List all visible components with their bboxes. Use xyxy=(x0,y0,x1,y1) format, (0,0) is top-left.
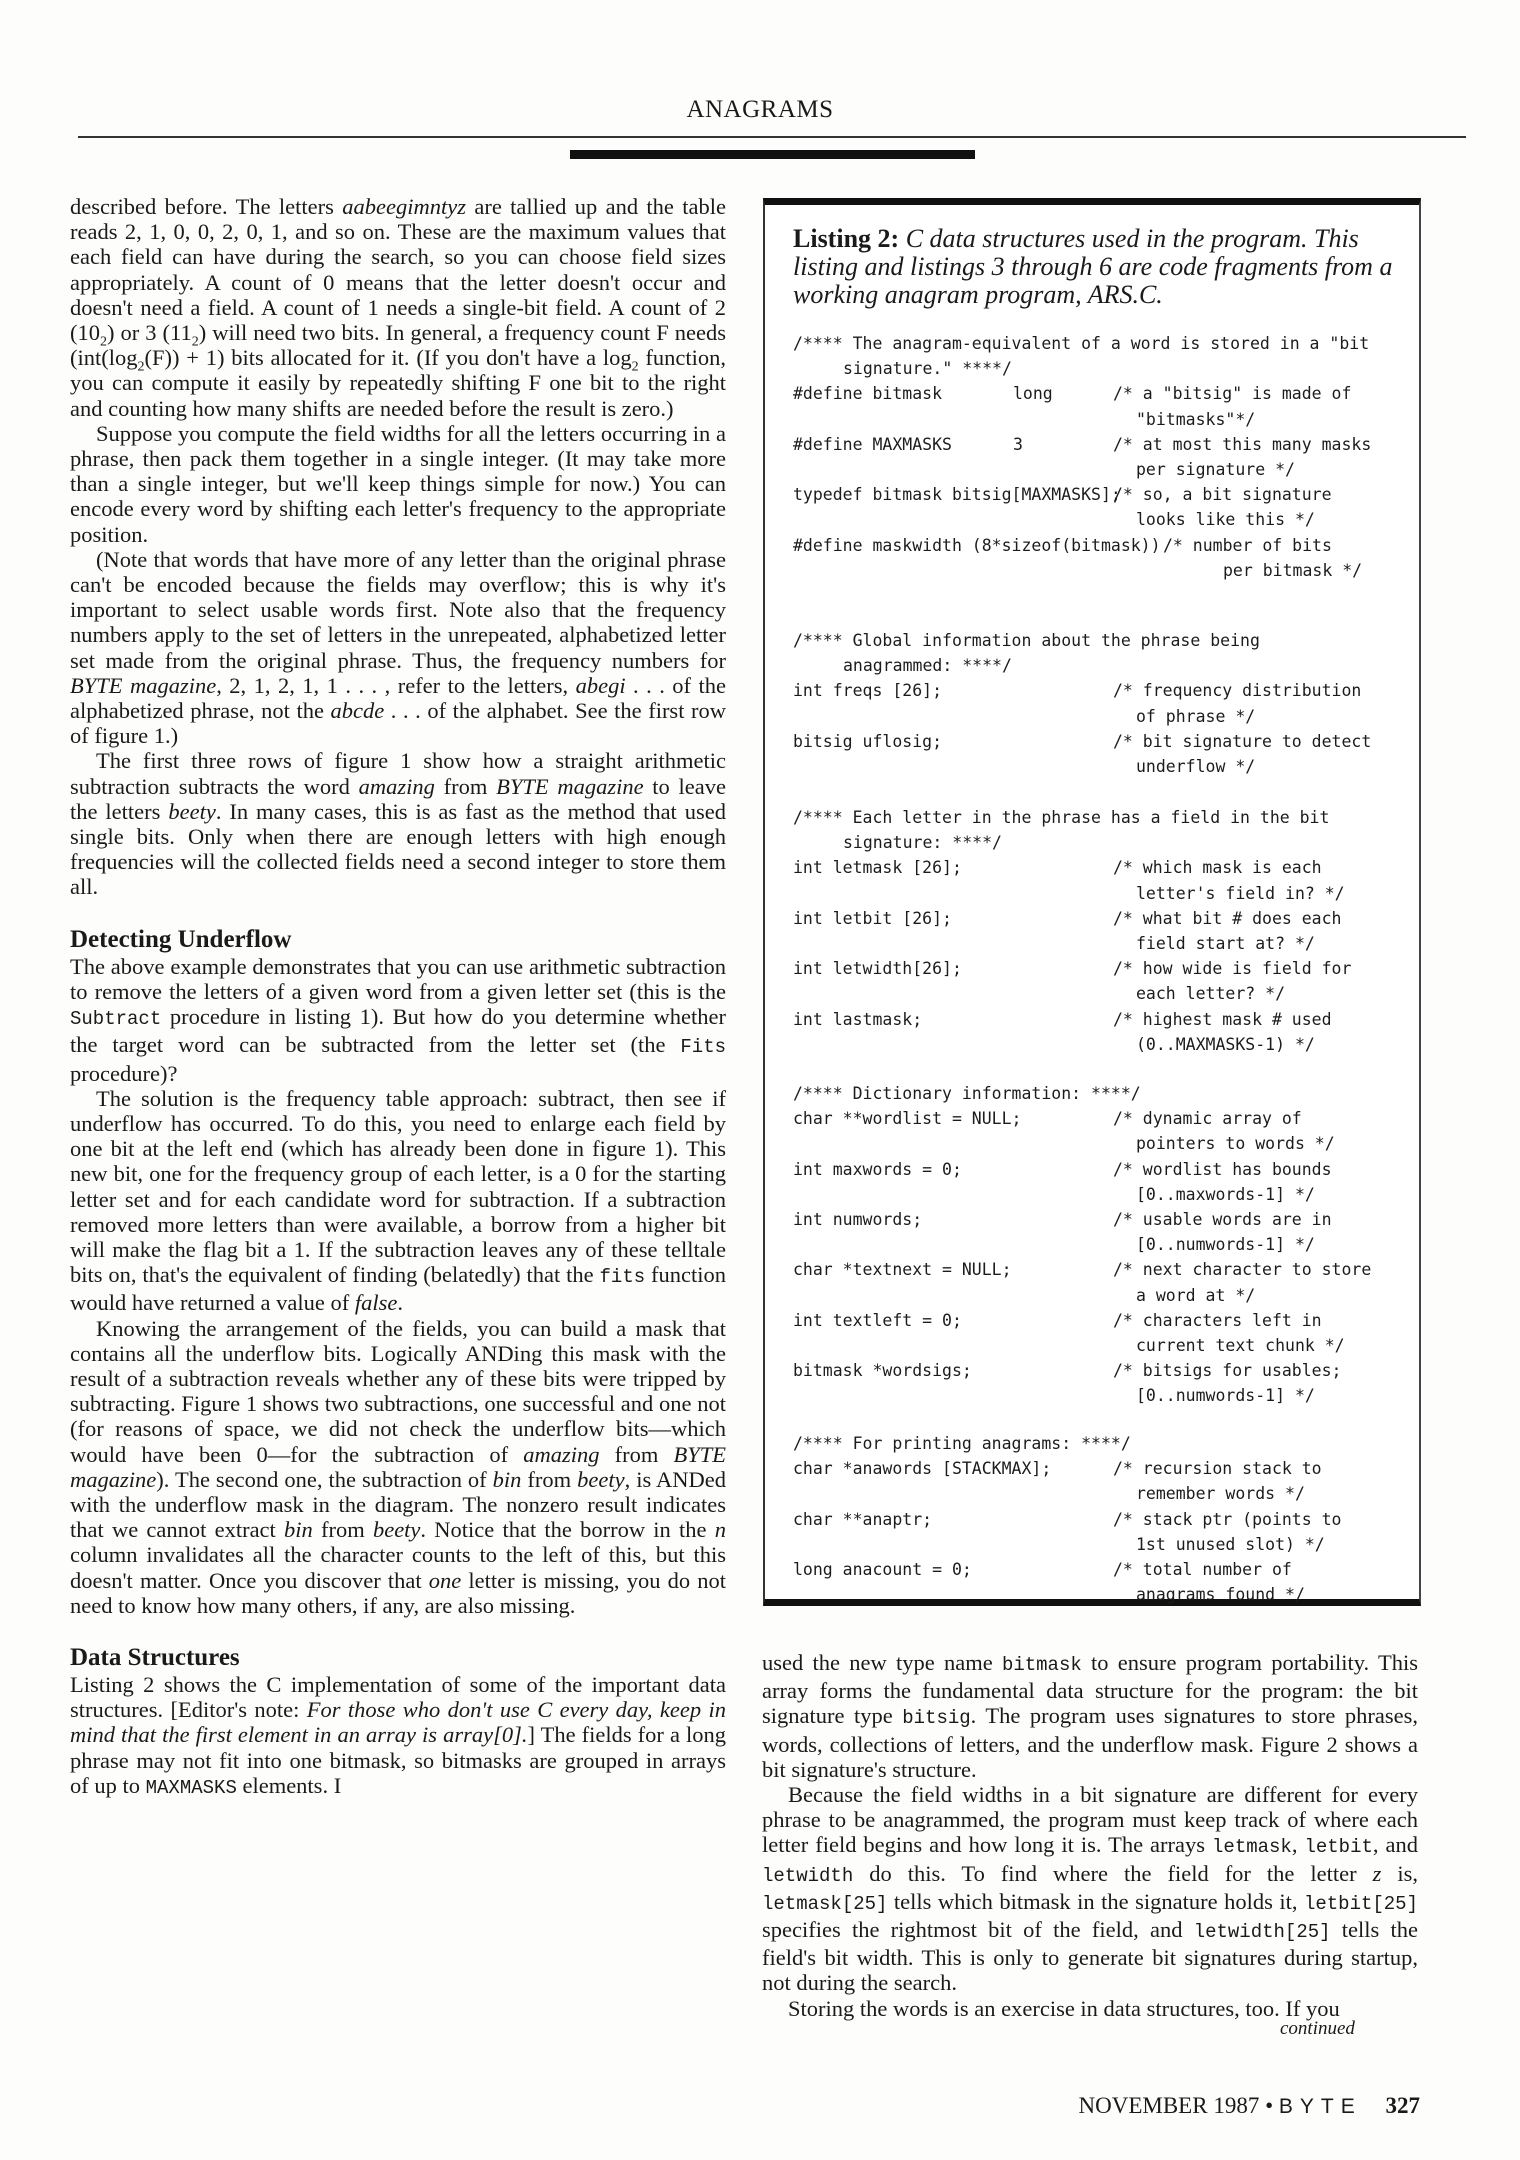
code-comment: anagrammed: ****/ xyxy=(843,656,1012,676)
code-line xyxy=(793,1283,1413,1308)
page-footer xyxy=(1030,2093,1420,2119)
code-line xyxy=(793,331,1413,356)
paragraph: The solution is the frequency table approach: subtract, then see if underflow has occurred. To do this, you need to enlarge each field by one bit at the left end (which has already been done in figure 1). This new bit, one for the frequency group of each letter, is a 0 for the starting letter set and for each candidate word for subtraction. If a subtraction removed more letters than were available, a borrow from a higher bit will make the flag bit a 1. If the subtraction leaves any of these telltale bits on, that's the equivalent of finding (belatedly) that the fits function would have returned a value of false. xyxy=(70,1085,726,1316)
emphasis: abcde xyxy=(330,698,385,724)
code-comment: /* dynamic array of xyxy=(1113,1109,1302,1129)
data-structures-paragraphs xyxy=(70,1672,726,1801)
code-declaration: bitsig uflosig; xyxy=(793,731,943,751)
code-comment: per bitmask */ xyxy=(1223,560,1363,580)
code-line xyxy=(793,1106,1413,1131)
paragraph: Suppose you compute the field widths for all the letters occurring in a phrase, then pack them together in a single integer. (It may take more than a single integer, but we'll keep things simple for now.) You can encode every word by shifting each letter's frequency to the appropriate position. xyxy=(70,420,726,547)
code-comment: looks like this */ xyxy=(1136,510,1315,530)
footer-bullet: • xyxy=(1265,2093,1274,2118)
continued-note: continued xyxy=(1280,2018,1355,2039)
listing-caption-text: C data structures used in the program. This listing and listings 3 through 6 are code fragments from a working anagram program, ARS.C. xyxy=(793,224,1393,309)
code-comment: (0..MAXMASKS-1) */ xyxy=(1136,1034,1315,1054)
code-comment: "bitmasks"*/ xyxy=(1136,409,1256,429)
paragraph: The first three rows of figure 1 show how a straight arithmetic subtraction subtracts the word amazing from BYTE magazine to leave the letters beety. In many cases, this is as fast as the method that used single bits. Only when there are enough letters with high enough frequencies will the collected fields need a second integer to store them all. xyxy=(70,748,726,900)
code-declaration: bitmask *wordsigs; xyxy=(793,1361,972,1381)
emphasis: BYTE magazine xyxy=(70,1441,726,1492)
code-comment: /* wordlist has bounds xyxy=(1113,1159,1332,1179)
code-block xyxy=(793,628,1413,779)
emphasis: For those who don't use C every day, keep in mind that the first element in an array is array[0]. xyxy=(70,1697,726,1748)
code-comment: /* number of bits xyxy=(1163,535,1332,555)
code-declaration: long anacount = 0; xyxy=(793,1559,972,1579)
code-identifier: Fits xyxy=(680,1036,726,1059)
code-line xyxy=(793,1431,1413,1456)
code-line xyxy=(793,1582,1413,1607)
code-line xyxy=(793,1481,1413,1506)
emphasis: aabeegimntyz xyxy=(342,194,466,219)
code-comment: underflow */ xyxy=(1136,756,1256,776)
code-comment: /* characters left in xyxy=(1113,1310,1322,1330)
code-line xyxy=(793,1456,1413,1481)
code-comment: a word at */ xyxy=(1136,1285,1256,1305)
code-value: long xyxy=(1013,384,1053,404)
code-line xyxy=(793,729,1413,754)
code-line xyxy=(793,981,1413,1006)
code-line xyxy=(793,381,1413,406)
emphasis: BYTE magazine xyxy=(70,672,217,698)
emphasis: bin xyxy=(492,1466,522,1492)
code-line xyxy=(793,931,1413,956)
code-line xyxy=(793,830,1413,855)
code-line xyxy=(793,1532,1413,1557)
paragraph: Listing 2 shows the C implementation of some of the important data structures. [Editor's note: For those who don't use C every day, keep in mind that the first element in an array is array[0].] The fields for a long phrase may not fit into one bitmask, so bitmasks are grouped in arrays of up to MAXMASKS elements. I xyxy=(70,1671,726,1799)
code-block xyxy=(793,1081,1413,1408)
code-declaration: #define maskwidth (8*sizeof(bitmask)) xyxy=(793,535,1161,555)
code-line xyxy=(793,507,1413,532)
paragraph: (Note that words that have more of any letter than the original phrase can't be encoded because the fields may overflow; this is why it's important to select usable words first. Note also that the frequency numbers apply to the set of letters in the unrepeated, alphabetized letter set made from the original phrase. Thus, the frequency numbers for BYTE magazine, 2, 1, 2, 1, 1 . . . , refer to the letters, abegi . . . of the alphabetized phrase, not the abcde . . . of the alphabet. See the first row of figure 1.) xyxy=(70,546,726,749)
code-identifier: letbit xyxy=(1304,1836,1373,1859)
code-declaration: typedef bitmask bitsig[MAXMASKS]; xyxy=(793,485,1121,505)
emphasis: n xyxy=(714,1517,726,1543)
code-comment: [0..maxwords-1] */ xyxy=(1136,1184,1315,1204)
emphasis: amazing xyxy=(523,1441,600,1467)
code-block xyxy=(793,331,1413,583)
code-value: 3 xyxy=(1013,434,1023,454)
emphasis: bin xyxy=(284,1517,313,1543)
code-comment: letter's field in? */ xyxy=(1136,883,1345,903)
code-line xyxy=(793,881,1413,906)
code-comment: /* frequency distribution xyxy=(1113,681,1362,701)
code-comment: /**** Each letter in the phrase has a field in the bit xyxy=(793,808,1330,827)
code-comment: 1st unused slot) */ xyxy=(1136,1534,1325,1554)
code-declaration: int numwords; xyxy=(793,1209,923,1229)
code-line xyxy=(793,1383,1413,1408)
emphasis: amazing xyxy=(358,773,435,799)
paragraph: Knowing the arrangement of the fields, you can build a mask that contains all the underflow bits. Logically ANDing this mask with the result of a subtraction reveals whether any of these bits were tripped by subtracting. Figure 1 shows two subtractions, one successful and one not (for reasons of space, we did not check the underflow bits—which would have been 0—for the subtraction of amazing from BYTE magazine). The second one, the subtraction of bin from beety, is ANDed with the underflow mask in the diagram. The nonzero result indicates that we cannot extract bin from beety. Notice that the borrow in the n column invalidates all the character counts to the left of this, but this doesn't matter. Once you discover that one letter is missing, you do not need to know how many others, if any, are also missing. xyxy=(70,1315,726,1618)
code-line xyxy=(793,678,1413,703)
code-line xyxy=(793,1358,1413,1383)
code-line xyxy=(793,1131,1413,1156)
code-comment: /* usable words are in xyxy=(1113,1209,1332,1229)
code-line xyxy=(793,1557,1413,1582)
code-comment: /**** The anagram-equivalent of a word is stored in a "bit xyxy=(793,334,1370,353)
right-paragraphs xyxy=(762,1650,1418,2021)
emphasis: beety xyxy=(168,798,216,824)
heading-data-structures: Data Structures xyxy=(70,1643,240,1671)
code-line xyxy=(793,482,1413,507)
emphasis: abegi xyxy=(575,672,626,698)
subscript: 2 xyxy=(100,334,107,350)
code-comment: of phrase */ xyxy=(1136,706,1256,726)
code-line xyxy=(793,1207,1413,1232)
code-comment: /* highest mask # used xyxy=(1113,1009,1332,1029)
code-declaration: #define MAXMASKS xyxy=(793,434,952,454)
code-comment: /* at most this many masks xyxy=(1113,434,1372,454)
code-comment: signature." ****/ xyxy=(843,359,1012,379)
header-bar xyxy=(570,150,975,159)
code-identifier: letwidth[25] xyxy=(1193,1921,1331,1944)
code-comment: /* bit signature to detect xyxy=(1113,731,1372,751)
code-identifier: MAXMASKS xyxy=(145,1776,237,1799)
code-line xyxy=(793,558,1413,583)
code-identifier: letbit[25] xyxy=(1303,1892,1418,1915)
paragraph: The above example demonstrates that you can use arithmetic subtraction to remove the letters of a given word from a given letter set (this is the Subtract procedure in listing 1). But how do you determine whether the target word can be subtracted from the letter set (the Fits procedure)? xyxy=(70,953,726,1086)
code-comment: /* recursion stack to xyxy=(1113,1459,1322,1479)
code-line xyxy=(793,1081,1413,1106)
code-declaration: int letwidth[26]; xyxy=(793,959,962,979)
code-line xyxy=(793,1507,1413,1532)
code-declaration: int letbit [26]; xyxy=(793,908,952,928)
code-comment: /* total number of xyxy=(1113,1559,1292,1579)
code-comment: /* bitsigs for usables; xyxy=(1113,1361,1342,1381)
code-identifier: bitsig xyxy=(902,1707,971,1730)
code-line xyxy=(793,457,1413,482)
code-comment: anagrams found */ xyxy=(1136,1585,1305,1605)
code-declaration: int letmask [26]; xyxy=(793,858,962,878)
code-comment: /**** Global information about the phrase being xyxy=(793,631,1260,650)
subscript: 2 xyxy=(191,334,199,350)
code-comment: remember words */ xyxy=(1136,1484,1305,1504)
code-comment: signature: ****/ xyxy=(843,833,1002,853)
code-block xyxy=(793,805,1413,1057)
page-number: 327 xyxy=(1385,2093,1420,2118)
code-declaration: int lastmask; xyxy=(793,1009,923,1029)
listing-caption xyxy=(793,225,1393,309)
code-comment: /**** Dictionary information: ****/ xyxy=(793,1084,1141,1103)
code-line xyxy=(793,805,1413,830)
code-declaration: char **anaptr; xyxy=(793,1509,933,1529)
intro-paragraphs xyxy=(70,194,726,900)
code-line xyxy=(793,1333,1413,1358)
code-comment: current text chunk */ xyxy=(1136,1335,1345,1355)
code-declaration: int maxwords = 0; xyxy=(793,1159,962,1179)
code-comment: [0..numwords-1] */ xyxy=(1136,1386,1315,1406)
code-comment: /* what bit # does each xyxy=(1113,908,1342,928)
code-comment: [0..numwords-1] */ xyxy=(1136,1235,1315,1255)
code-comment: /* a "bitsig" is made of xyxy=(1113,384,1352,404)
code-identifier: letwidth xyxy=(762,1864,854,1887)
code-line xyxy=(793,855,1413,880)
code-comment: each letter? */ xyxy=(1136,984,1286,1004)
code-line xyxy=(793,653,1413,678)
running-head: ANAGRAMS xyxy=(686,96,834,123)
code-declaration: char **wordlist = NULL; xyxy=(793,1109,1022,1129)
code-comment: /* next character to store xyxy=(1113,1260,1372,1280)
code-line xyxy=(793,1257,1413,1282)
code-line xyxy=(793,356,1413,381)
header-rule xyxy=(78,136,1466,138)
code-comment: per signature */ xyxy=(1136,459,1295,479)
code-line xyxy=(793,1308,1413,1333)
paragraph: Storing the words is an exercise in data structures, too. If you xyxy=(788,1995,1340,2021)
code-comment: /**** For printing anagrams: ****/ xyxy=(793,1434,1131,1453)
code-line xyxy=(793,906,1413,931)
code-line xyxy=(793,754,1413,779)
code-identifier: bitmask xyxy=(1001,1654,1082,1676)
code-declaration: #define bitmask xyxy=(793,384,943,404)
code-declaration: char *anawords [STACKMAX]; xyxy=(793,1459,1052,1479)
listing-label: Listing 2: xyxy=(793,224,900,253)
emphasis: one xyxy=(428,1567,462,1593)
code-line xyxy=(793,704,1413,729)
footer-magazine: BYTE xyxy=(1278,2095,1362,2118)
code-line xyxy=(793,1007,1413,1032)
subscript: 2 xyxy=(631,359,639,375)
right-column xyxy=(762,1650,1418,2021)
subscript: 2 xyxy=(137,359,145,375)
underflow-paragraphs xyxy=(70,954,726,1618)
code-comment: field start at? */ xyxy=(1136,933,1315,953)
code-line xyxy=(793,533,1413,558)
code-line xyxy=(793,407,1413,432)
code-comment: /* how wide is field for xyxy=(1113,959,1352,979)
code-comment: /* so, a bit signature xyxy=(1113,485,1332,505)
code-comment: /* stack ptr (points to xyxy=(1113,1509,1342,1529)
code-line xyxy=(793,1182,1413,1207)
paragraph: described before. The letters aabeegimntyz are tallied up and the table reads 2, 1, 0, 0, 2, 0, 1, and so on. These are the maximum values that each field can have during the search, so you can choose field sizes appropriately. A count of 0 means that the letter doesn't occur and doesn't need a field. A count of 1 needs a single-bit field. A count of 2 $(10_2)$ or 3 $(11_2)$ will need two bits. In general, a frequency count F needs $(int(\log_2(F)) + 1)$ bits allocated for it. (If you don't have a $\log_2$ function, you can compute it easily by repeatedly shifting F one bit to the right and counting how many shifts are needed before the result is zero.) xyxy=(70,194,726,421)
paragraph: Because the field widths in a bit signature are different for every phrase to be anagrammed, the program must keep track of where each letter field begins and how long it is. The arrays letmask, letbit, and letwidth do this. To find where the field for the letter z is, letmask[25] tells which bitmask in the signature holds it, letbit[25] specifies the rightmost bit of the field, and letwidth[25] tells the field's bit width. This is only to generate bit signatures during startup, not during the search. xyxy=(762,1782,1418,1996)
code-identifier: Subtract xyxy=(70,1008,162,1031)
code-identifier: letmask[25] xyxy=(762,1892,888,1915)
code-block xyxy=(793,1431,1413,1607)
code-identifier: fits xyxy=(599,1266,646,1289)
left-column xyxy=(70,194,726,1801)
code-line xyxy=(793,432,1413,457)
code-line xyxy=(793,628,1413,653)
code-line xyxy=(793,1232,1413,1257)
emphasis: false xyxy=(354,1290,398,1316)
paragraph: used the new type name bitmask to ensure program portability. This array forms the fundamental data structure for the program: the bit signature type bitsig. The program uses signatures to store phrases, words, collections of letters, and the underflow mask. Figure 2 shows a bit signature's structure. xyxy=(762,1650,1418,1782)
code-line xyxy=(793,956,1413,981)
code-identifier: letmask xyxy=(1212,1836,1292,1859)
code-line xyxy=(793,1157,1413,1182)
code-declaration: char *textnext = NULL; xyxy=(793,1260,1012,1280)
code-declaration: int freqs [26]; xyxy=(793,681,943,701)
emphasis: z xyxy=(1372,1860,1382,1886)
code-comment: pointers to words */ xyxy=(1136,1134,1335,1154)
code-declaration: int textleft = 0; xyxy=(793,1310,962,1330)
emphasis: BYTE magazine xyxy=(496,773,644,799)
code-comment: /* which mask is each xyxy=(1113,858,1322,878)
emphasis: beety xyxy=(577,1466,625,1492)
footer-date: NOVEMBER 1987 xyxy=(1078,2093,1260,2118)
listing-2-box xyxy=(763,198,1421,1606)
emphasis: beety xyxy=(372,1517,421,1543)
code-line xyxy=(793,1032,1413,1057)
heading-detecting-underflow: Detecting Underflow xyxy=(70,925,292,953)
